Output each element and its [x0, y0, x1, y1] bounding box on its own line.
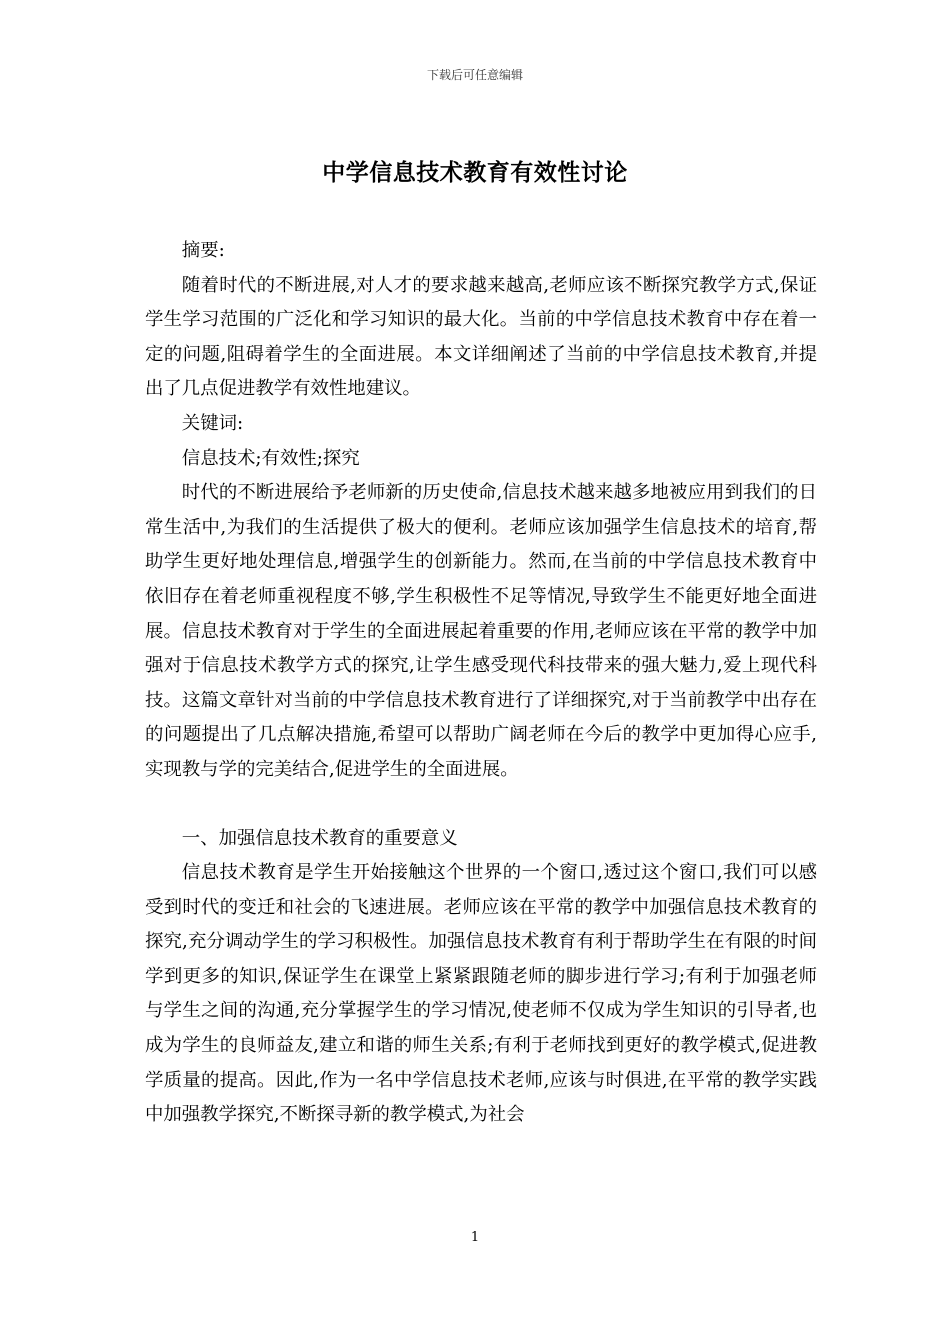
abstract-paragraph: 随着时代的不断进展,对人才的要求越来越高,老师应该不断探究教学方式,保证学生学习范围的广泛化和学习知识的最大化。当前的中学信息技术教育中存在着一定的问题,阻碍着学生的全面进展。本文详细阐述了当前的中学信息技术教育,并提出了几点促进教学有效性地建议。 [145, 274, 817, 400]
document-body [145, 234, 817, 1133]
header-note: 下载后可任意编辑 [426, 68, 523, 82]
page-number: 1 [470, 1230, 480, 1245]
section-1-paragraph: 信息技术教育是学生开始接触这个世界的一个窗口,透过这个窗口,我们可以感受到时代的变迁和社会的飞速进展。老师应该在平常的教学中加强信息技术教育的探究,充分调动学生的学习积极性。加强信息技术教育有利于帮助学生在有限的时间学到更多的知识,保证学生在课堂上紧紧跟随老师的脚步进行学习;有利于加强老师与学生之间的沟通,充分掌握学生的学习情况,使老师不仅成为学生知识的引导者,也成为学生的良师益友,建立和谐的师生关系;有利于老师找到更好的教学模式,促进教学质量的提高。因此,作为一名中学信息技术老师,应该与时俱进,在平常的教学实践中加强教学探究,不断探寻新的教学模式,为社会 [145, 862, 817, 1126]
keywords-paragraph: 信息技术;有效性;探究 [181, 447, 360, 469]
abstract-label: 摘要: [181, 240, 225, 261]
section-1-heading: 一、加强信息技术教育的重要意义 [181, 827, 458, 849]
keywords-label: 关键词: [181, 412, 244, 434]
intro-paragraph: 时代的不断进展给予老师新的历史使命,信息技术越来越多地被应用到我们的日常生活中,为我们的生活提供了极大的便利。老师应该加强学生信息技术的培育,帮助学生更好地处理信息,增强学生的创新能力。然而,在当前的中学信息技术教育中依旧存在着老师重视程度不够,学生积极性不足等情况,导致学生不能更好地全面进展。信息技术教育对于学生的全面进展起着重要的作用,老师应该在平常的教学中加强对于信息技术教学方式的探究,让学生感受现代科技带来的强大魅力,爱上现代科技。这篇文章针对当前的中学信息技术教育进行了详细探究,对于当前教学中出存在的问题提出了几点解决措施,希望可以帮助广阔老师在今后的教学中更加得心应手,实现教与学的完美结合,促进学生的全面进展。 [145, 482, 817, 780]
document-title: 中学信息技术教育有效性讨论 [322, 160, 628, 186]
